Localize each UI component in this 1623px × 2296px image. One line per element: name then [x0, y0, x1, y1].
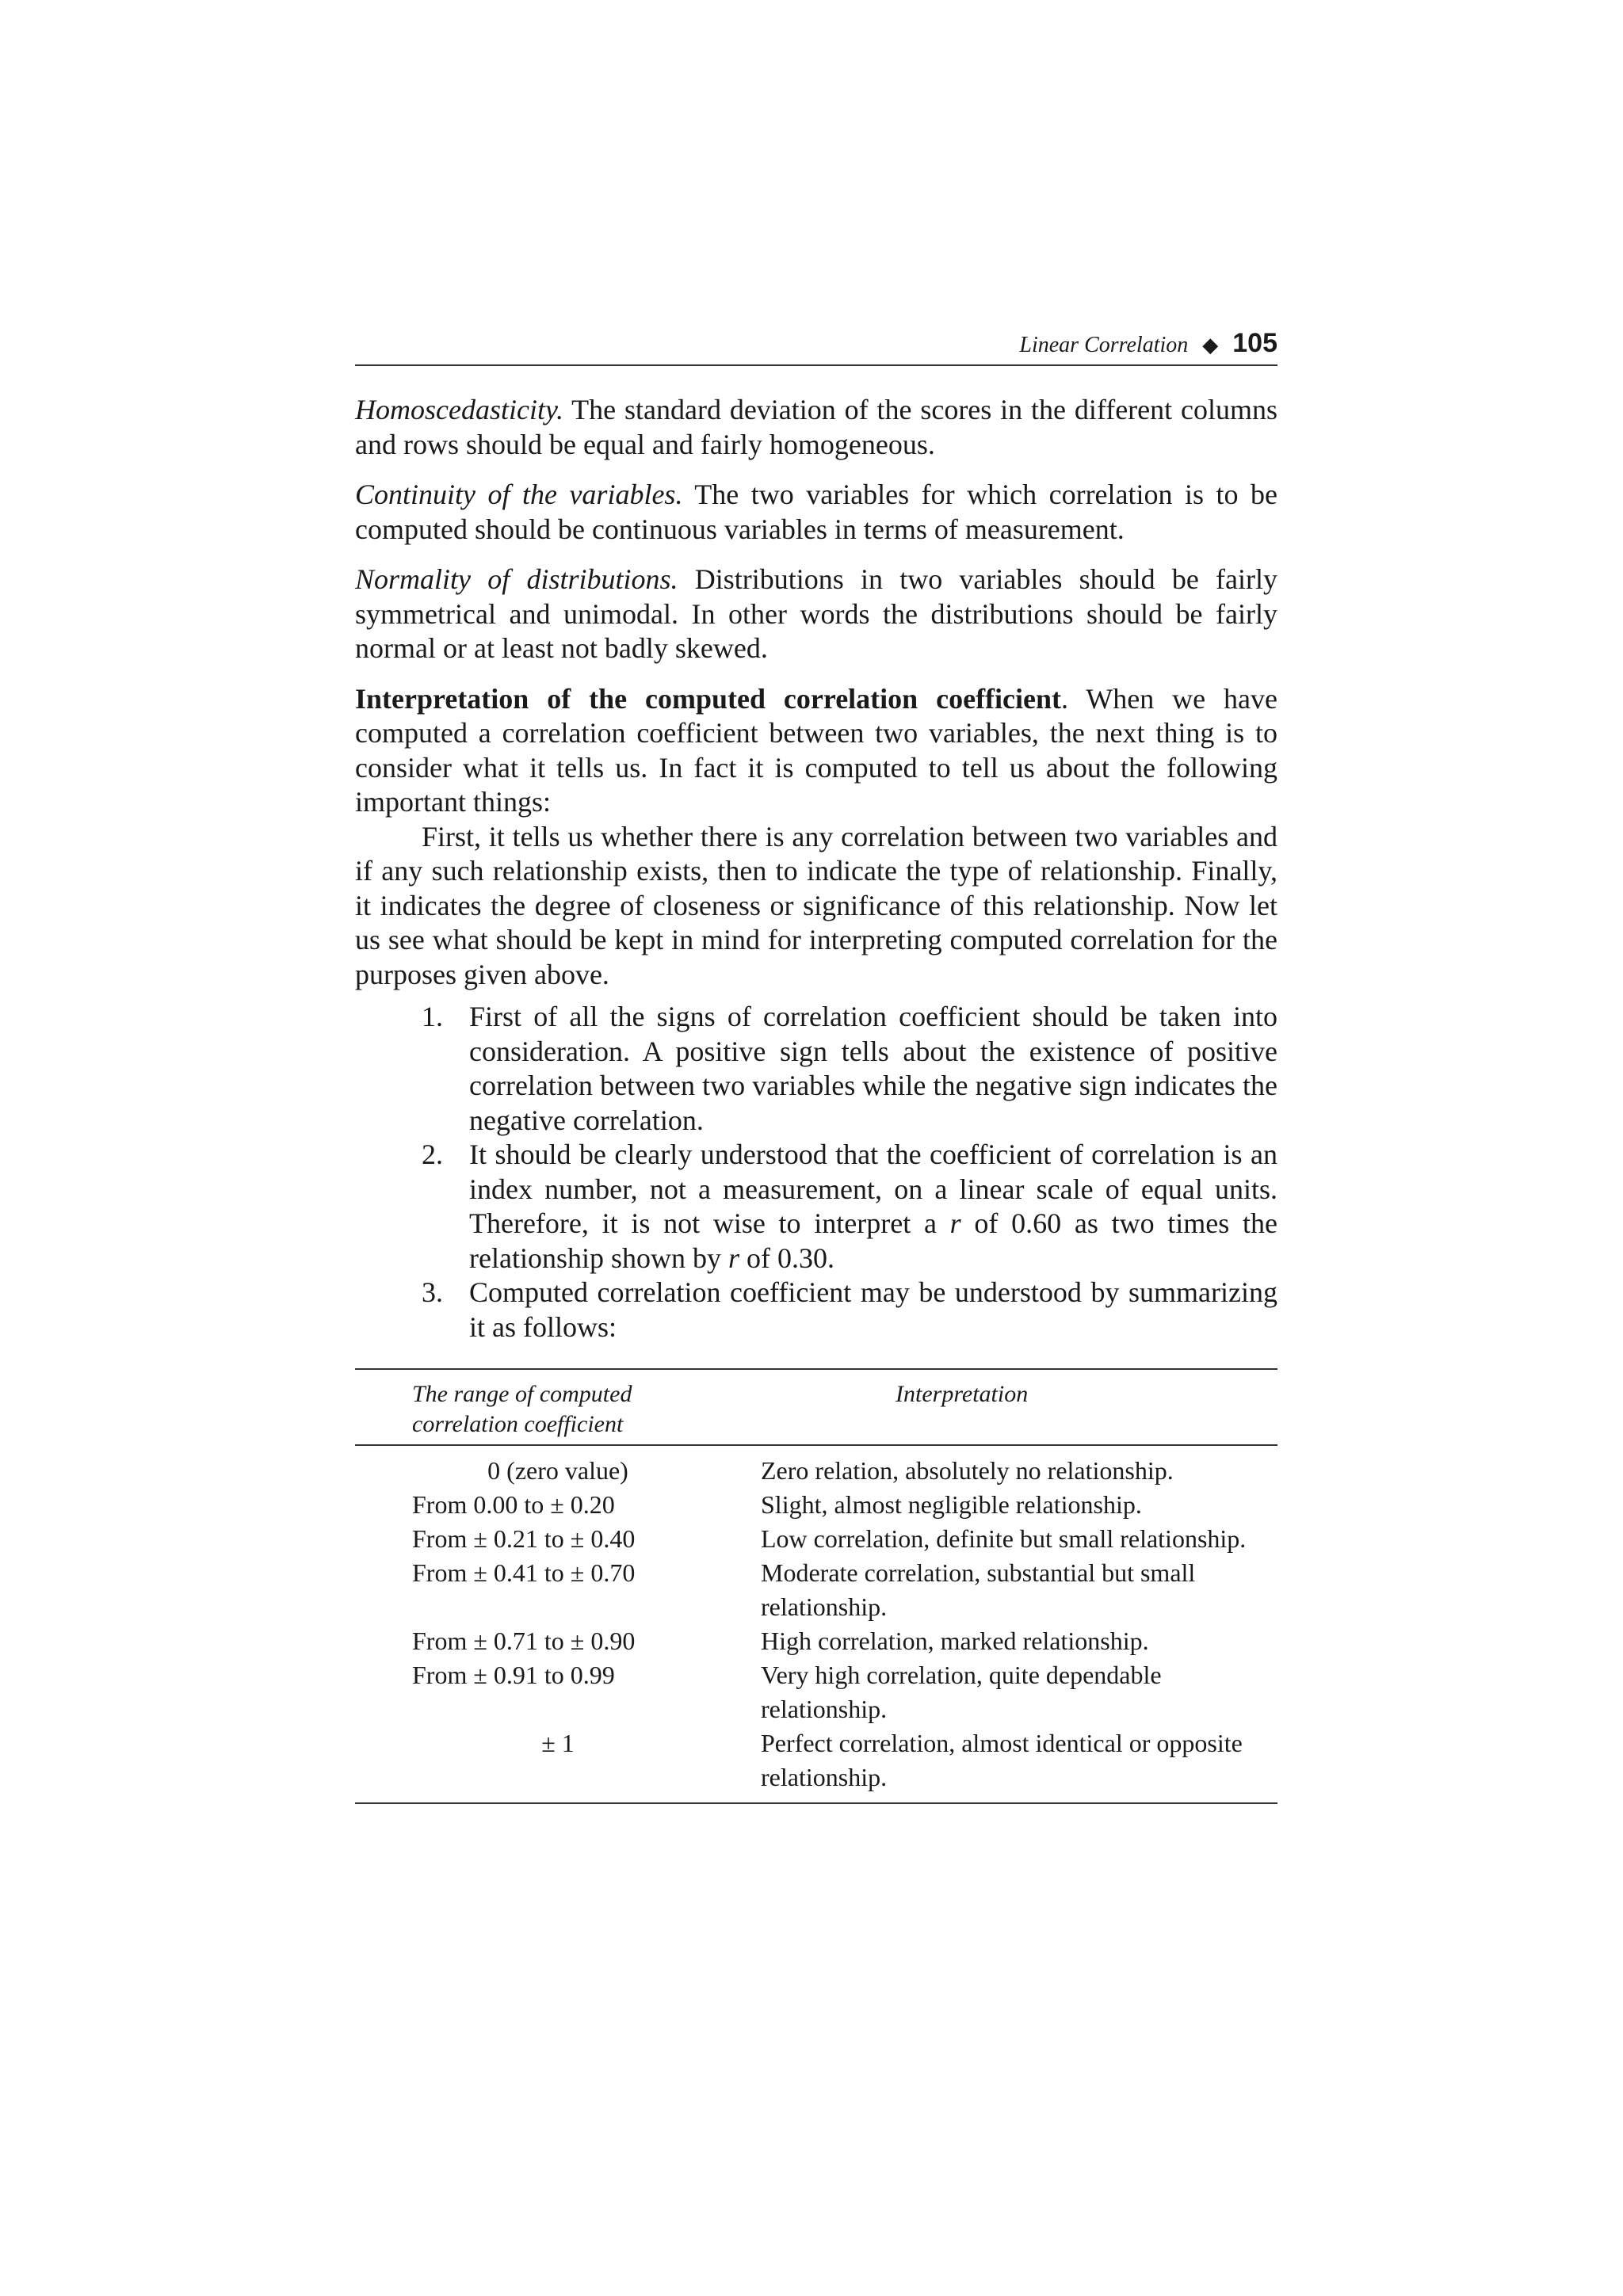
- interpretation-cell: Perfect correlation, almost identical or opposite relationship.: [761, 1729, 1243, 1791]
- list-item-text: of 0.30.: [739, 1241, 834, 1274]
- interpretation-cell: Very high correlation, quite dependable relationship.: [761, 1661, 1162, 1723]
- list-item: [355, 1000, 1277, 1138]
- interpretation-table: [355, 1368, 1277, 1804]
- paragraph-interpretation: [355, 682, 1277, 820]
- range-cell: From ± 0.91 to 0.99: [412, 1661, 615, 1689]
- page-content: [355, 323, 1277, 1804]
- interpretation-cell: Low correlation, definite but small relationship.: [761, 1524, 1247, 1553]
- list-item-text: First of all the signs of correlation coefficient should be taken into consideration. A positive sign tells about the existence of positive correlation between two variables while the negative sign indicates the negative correlation.: [469, 1001, 1277, 1136]
- variable-r: r: [949, 1207, 961, 1239]
- running-head-right: [1019, 328, 1277, 359]
- running-head: [355, 323, 1277, 366]
- paragraph-text: The two variables for which correlation is to be computed should be continuous variables in terms of measurement.: [355, 479, 1277, 545]
- list-item-text: of 0.60 as two times the relationship shown by: [469, 1207, 1277, 1274]
- section-heading: Interpretation of the computed correlation coefficient: [355, 682, 1062, 715]
- table-row: [355, 1488, 1277, 1522]
- interpretation-cell: High correlation, marked relationship.: [761, 1627, 1149, 1655]
- paragraph-lead: Normality of distributions.: [355, 563, 678, 595]
- table-row: [355, 1658, 1277, 1726]
- table-row: [355, 1726, 1277, 1803]
- list-item-number: 3.: [422, 1276, 443, 1308]
- range-cell: From 0.00 to ± 0.20: [412, 1490, 615, 1519]
- numbered-list: [355, 1000, 1277, 1344]
- header-line: The range of computed: [412, 1381, 632, 1407]
- range-cell: From ± 0.71 to ± 0.90: [412, 1627, 636, 1655]
- list-item: [355, 1138, 1277, 1276]
- paragraph-first-tells: First, it tells us whether there is any correlation between two variables and if any such relationship exists, then to indicate the type of relationship. Finally, it indicates the degree of closeness or significance of this relationship. Now let us see what should be kept in mind for interpreting computed correlation for the purposes given above.: [355, 820, 1277, 990]
- range-cell: From ± 0.41 to ± 0.70: [412, 1558, 636, 1587]
- diamond-icon: ◆: [1202, 334, 1219, 357]
- paragraph-lead: Continuity of the variables.: [355, 479, 683, 510]
- variable-r: r: [727, 1241, 739, 1274]
- paragraph-normality: [355, 563, 1277, 666]
- list-item: [355, 1276, 1277, 1344]
- paragraph-text: Distributions in two variables should be fairly symmetrical and unimodal. In other words the distributions should be fairly normal or at least not badly skewed.: [355, 563, 1277, 664]
- paragraph-text: . When we have computed a correlation coefficient between two variables, the next thing is to consider what it tells us. In fact it is computed to tell us about the following important things:: [355, 682, 1277, 818]
- table-row: [355, 1445, 1277, 1488]
- range-cell: 0 (zero value): [487, 1456, 628, 1485]
- interpretation-cell: Zero relation, absolutely no relationship.: [761, 1456, 1174, 1485]
- page-number: 105: [1232, 328, 1277, 358]
- list-item-number: 1.: [422, 1001, 443, 1032]
- list-item-text: Computed correlation coefficient may be understood by summarizing it as follows:: [469, 1276, 1277, 1343]
- interpretation-cell: Slight, almost negligible relationship.: [761, 1490, 1142, 1519]
- range-cell: ± 1: [541, 1729, 575, 1757]
- paragraph-lead: Homoscedasticity.: [355, 394, 563, 425]
- paragraph-homoscedasticity: [355, 393, 1277, 462]
- table-row: [355, 1624, 1277, 1658]
- list-item-number: 2.: [422, 1138, 443, 1170]
- table-row: [355, 1556, 1277, 1624]
- range-cell: From ± 0.21 to ± 0.40: [412, 1524, 636, 1553]
- paragraph-text: The standard deviation of the scores in the different columns and rows should be equal and fairly homogeneous.: [355, 394, 1277, 460]
- table-row: [355, 1522, 1277, 1556]
- table-header-interpretation: Interpretation: [761, 1369, 1277, 1445]
- header-line: correlation coefficient: [412, 1411, 624, 1437]
- table-header-row: [355, 1369, 1277, 1445]
- running-title: Linear Correlation: [1019, 333, 1189, 357]
- interpretation-cell: Moderate correlation, substantial but small relationship.: [761, 1558, 1196, 1621]
- paragraph-continuity: [355, 478, 1277, 547]
- list-item-text: It should be clearly understood that the coefficient of correlation is an index number, not a measurement, on a linear scale of equal units. Therefore, it is not wise to interpret a: [469, 1138, 1277, 1239]
- table-header-range: [355, 1369, 761, 1445]
